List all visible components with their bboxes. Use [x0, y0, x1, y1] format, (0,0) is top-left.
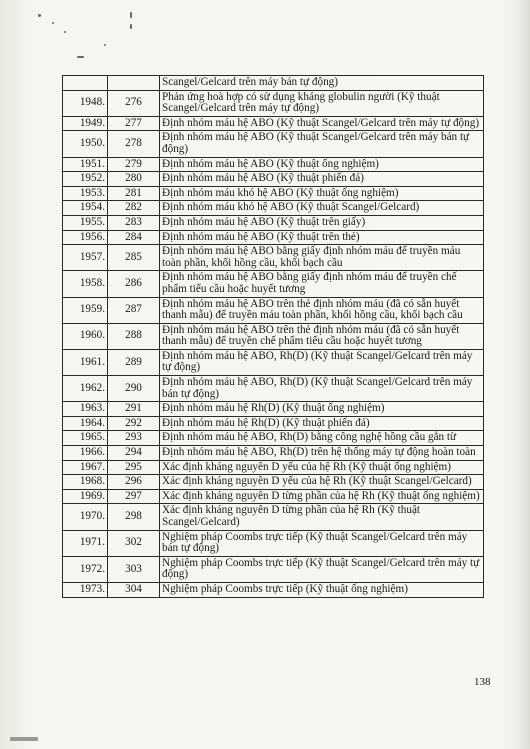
procedure-name: Định nhóm máu hệ ABO trên thẻ định nhóm máu (đã có sẵn huyết thanh mẫu) để truyền chế phẩm tiểu cầu hoặc huyết tương — [160, 323, 484, 349]
table-row — [63, 271, 484, 297]
row-number: 1960. — [63, 323, 108, 349]
procedure-code — [108, 76, 160, 91]
procedure-code: 290 — [108, 376, 160, 402]
row-number: 1954. — [63, 201, 108, 216]
row-number: 1964. — [63, 416, 108, 431]
table-row — [63, 530, 484, 556]
procedure-name: Nghiệm pháp Coombs trực tiếp (Kỹ thuật Scangel/Gelcard trên máy bán tự động) — [160, 530, 484, 556]
table-row — [63, 349, 484, 375]
procedure-code: 277 — [108, 116, 160, 131]
table-row — [63, 489, 484, 504]
table-row — [63, 186, 484, 201]
procedure-code: 298 — [108, 504, 160, 530]
table-row — [63, 416, 484, 431]
scan-speck — [104, 44, 106, 46]
row-number: 1967. — [63, 460, 108, 475]
table-row — [63, 131, 484, 157]
row-number: 1961. — [63, 349, 108, 375]
procedure-code: 280 — [108, 172, 160, 187]
procedure-code: 289 — [108, 349, 160, 375]
procedure-name: Định nhóm máu khó hệ ABO (Kỹ thuật Scangel/Gelcard) — [160, 201, 484, 216]
procedure-name: Xác định kháng nguyên D yếu của hệ Rh (Kỹ thuật ống nghiệm) — [160, 460, 484, 475]
row-number: 1970. — [63, 504, 108, 530]
procedure-code: 291 — [108, 402, 160, 417]
procedure-name: Định nhóm máu hệ Rh(D) (Kỹ thuật phiến đá) — [160, 416, 484, 431]
table-row — [63, 76, 484, 91]
row-number: 1955. — [63, 215, 108, 230]
procedure-code: 288 — [108, 323, 160, 349]
table-row — [63, 215, 484, 230]
table-body — [63, 76, 484, 598]
table-row — [63, 297, 484, 323]
table-row — [63, 90, 484, 116]
procedure-code: 294 — [108, 446, 160, 461]
procedure-code: 303 — [108, 556, 160, 582]
procedure-name: Định nhóm máu hệ ABO, Rh(D) trên hệ thống máy tự động hoàn toàn — [160, 446, 484, 461]
row-number — [63, 76, 108, 91]
row-number: 1953. — [63, 186, 108, 201]
procedure-code: 286 — [108, 271, 160, 297]
procedure-code: 284 — [108, 230, 160, 245]
table-row — [63, 402, 484, 417]
scan-speck — [130, 12, 132, 18]
procedure-code: 282 — [108, 201, 160, 216]
procedure-name: Scangel/Gelcard trên máy bán tự động) — [160, 76, 484, 91]
row-number: 1950. — [63, 131, 108, 157]
row-number: 1957. — [63, 245, 108, 271]
table-row — [63, 475, 484, 490]
row-number: 1968. — [63, 475, 108, 490]
table-row — [63, 446, 484, 461]
table-row — [63, 431, 484, 446]
row-number: 1962. — [63, 376, 108, 402]
procedure-name: Định nhóm máu hệ ABO (Kỹ thuật trên giấy) — [160, 215, 484, 230]
table-row — [63, 116, 484, 131]
row-number: 1949. — [63, 116, 108, 131]
procedure-name: Xác định kháng nguyên D từng phần của hệ Rh (Kỹ thuật Scangel/Gelcard) — [160, 504, 484, 530]
procedure-code: 281 — [108, 186, 160, 201]
scan-speck — [130, 24, 132, 29]
row-number: 1969. — [63, 489, 108, 504]
scan-speck — [38, 14, 41, 17]
procedure-name: Định nhóm máu khó hệ ABO (Kỹ thuật ống nghiệm) — [160, 186, 484, 201]
procedure-code: 296 — [108, 475, 160, 490]
procedure-name: Định nhóm máu hệ ABO bằng giấy định nhóm máu để truyền máu toàn phần, khối hồng cầu, khối bạch cầu — [160, 245, 484, 271]
procedure-name: Định nhóm máu hệ ABO (Kỹ thuật ống nghiệm) — [160, 157, 484, 172]
procedure-name: Định nhóm máu hệ ABO bằng giấy định nhóm máu để truyền chế phẩm tiểu cầu hoặc huyết tương — [160, 271, 484, 297]
page-number: 138 — [474, 676, 491, 688]
table-row — [63, 323, 484, 349]
procedure-code: 276 — [108, 90, 160, 116]
page-edge-shadow — [516, 0, 530, 749]
procedure-name: Phản ứng hoà hợp có sử dụng kháng globulin người (Kỹ thuật Scangel/Gelcard trên máy tự động) — [160, 90, 484, 116]
procedure-code: 285 — [108, 245, 160, 271]
row-number: 1971. — [63, 530, 108, 556]
row-number: 1963. — [63, 402, 108, 417]
procedure-name: Định nhóm máu hệ ABO (Kỹ thuật phiến đá) — [160, 172, 484, 187]
procedure-code: 279 — [108, 157, 160, 172]
table-row — [63, 504, 484, 530]
procedure-name: Định nhóm máu hệ ABO, Rh(D) (Kỹ thuật Scangel/Gelcard trên máy tự động) — [160, 349, 484, 375]
table-row — [63, 172, 484, 187]
procedure-name: Xác định kháng nguyên D từng phần của hệ Rh (Kỹ thuật ống nghiệm) — [160, 489, 484, 504]
row-number: 1958. — [63, 271, 108, 297]
scan-speck — [64, 31, 66, 33]
procedure-name: Nghiệm pháp Coombs trực tiếp (Kỹ thuật ống nghiệm) — [160, 582, 484, 597]
row-number: 1956. — [63, 230, 108, 245]
row-number: 1951. — [63, 157, 108, 172]
row-number: 1959. — [63, 297, 108, 323]
procedure-name: Định nhóm máu hệ ABO trên thẻ định nhóm máu (đã có sẵn huyết thanh mẫu) để truyền máu toàn phần, khối hồng cầu, khối bạch cầu — [160, 297, 484, 323]
procedure-code: 283 — [108, 215, 160, 230]
procedure-code: 293 — [108, 431, 160, 446]
row-number: 1972. — [63, 556, 108, 582]
table-row — [63, 201, 484, 216]
procedure-table — [62, 75, 484, 598]
scan-speck — [52, 22, 54, 24]
procedure-code: 304 — [108, 582, 160, 597]
row-number: 1966. — [63, 446, 108, 461]
row-number: 1948. — [63, 90, 108, 116]
table-row — [63, 582, 484, 597]
table-row — [63, 460, 484, 475]
table-row — [63, 230, 484, 245]
procedure-name: Nghiệm pháp Coombs trực tiếp (Kỹ thuật Scangel/Gelcard trên máy tự động) — [160, 556, 484, 582]
procedure-name: Định nhóm máu hệ ABO (Kỹ thuật trên thẻ) — [160, 230, 484, 245]
table-row — [63, 556, 484, 582]
procedure-name: Định nhóm máu hệ ABO, Rh(D) (Kỹ thuật Scangel/Gelcard trên máy bán tự động) — [160, 376, 484, 402]
scan-speck — [77, 56, 84, 58]
procedure-name: Định nhóm máu hệ ABO, Rh(D) bằng công nghệ hồng cầu gắn từ — [160, 431, 484, 446]
procedure-code: 297 — [108, 489, 160, 504]
scan-speck — [10, 737, 38, 741]
row-number: 1952. — [63, 172, 108, 187]
procedure-name: Định nhóm máu hệ ABO (Kỹ thuật Scangel/Gelcard trên máy tự động) — [160, 116, 484, 131]
procedure-code: 292 — [108, 416, 160, 431]
procedure-code: 295 — [108, 460, 160, 475]
procedure-code: 302 — [108, 530, 160, 556]
table-row — [63, 376, 484, 402]
procedure-code: 278 — [108, 131, 160, 157]
procedure-name: Định nhóm máu hệ ABO (Kỹ thuật Scangel/Gelcard trên máy bán tự động) — [160, 131, 484, 157]
table-row — [63, 245, 484, 271]
row-number: 1965. — [63, 431, 108, 446]
procedure-name: Xác định kháng nguyên D yếu của hệ Rh (Kỹ thuật Scangel/Gelcard) — [160, 475, 484, 490]
row-number: 1973. — [63, 582, 108, 597]
table-row — [63, 157, 484, 172]
procedure-code: 287 — [108, 297, 160, 323]
procedure-name: Định nhóm máu hệ Rh(D) (Kỹ thuật ống nghiệm) — [160, 402, 484, 417]
